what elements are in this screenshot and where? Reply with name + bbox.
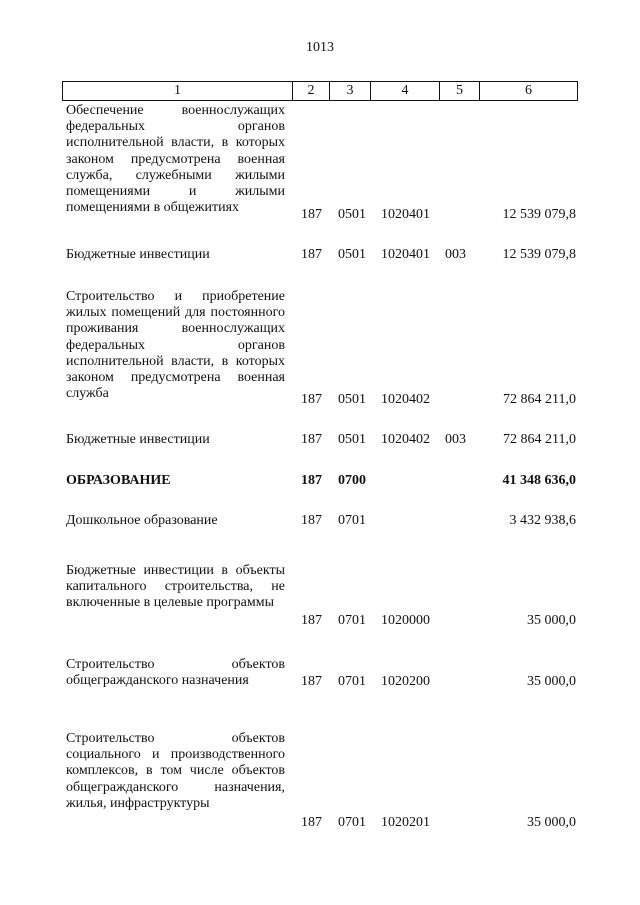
row-col-6: 3 432 938,6 [509, 513, 576, 528]
row-col-6: 12 539 079,8 [502, 247, 576, 262]
header-col-3: 3 [329, 81, 371, 101]
row-col-4: 1020000 [381, 613, 430, 628]
row-col-2: 187 [301, 392, 322, 407]
row-col-3: 0501 [338, 207, 366, 222]
header-col-4: 4 [370, 81, 440, 101]
row-col-3: 0700 [338, 473, 366, 488]
row-col-6: 72 864 211,0 [503, 432, 576, 447]
row-description: Бюджетные инвестиции [66, 432, 210, 447]
row-description: Бюджетные инвестиции в объекты капитального строительства, не включенные в целевые программы [66, 563, 285, 611]
row-col-6: 35 000,0 [527, 815, 576, 830]
row-col-2: 187 [301, 432, 322, 447]
row-description: Строительство и приобретение жилых помещений для постоянного проживания военнослужащих федеральных органов исполнительной власти, в которых законом предусмотрена военная служба [66, 289, 285, 402]
row-col-2: 187 [301, 613, 322, 628]
row-col-6: 72 864 211,0 [503, 392, 576, 407]
row-col-3: 0501 [338, 247, 366, 262]
row-col-4: 1020402 [381, 392, 430, 407]
row-description: Дошкольное образование [66, 513, 218, 528]
row-col-5: 003 [445, 247, 466, 262]
row-col-5: 003 [445, 432, 466, 447]
row-col-6: 41 348 636,0 [502, 473, 576, 488]
row-col-3: 0501 [338, 432, 366, 447]
row-description: Бюджетные инвестиции [66, 247, 210, 262]
row-col-2: 187 [301, 247, 322, 262]
row-col-3: 0701 [338, 674, 366, 689]
row-col-2: 187 [301, 207, 322, 222]
row-col-2: 187 [301, 674, 322, 689]
row-description: Строительство объектов общегражданского назначения [66, 657, 285, 689]
row-col-4: 1020200 [381, 674, 430, 689]
header-col-1: 1 [62, 81, 293, 101]
header-col-2: 2 [292, 81, 330, 101]
row-col-2: 187 [301, 513, 322, 528]
row-description: ОБРАЗОВАНИЕ [66, 473, 171, 488]
row-col-6: 35 000,0 [527, 674, 576, 689]
row-col-3: 0701 [338, 513, 366, 528]
row-col-4: 1020401 [381, 247, 430, 262]
row-description: Строительство объектов социального и производственного комплексов, в том числе объектов общегражданского назначения, жилья, инфраструктуры [66, 731, 285, 811]
row-col-6: 35 000,0 [527, 613, 576, 628]
row-col-4: 1020401 [381, 207, 430, 222]
row-col-6: 12 539 079,8 [502, 207, 576, 222]
row-col-3: 0501 [338, 392, 366, 407]
row-col-4: 1020402 [381, 432, 430, 447]
header-col-6: 6 [479, 81, 578, 101]
row-col-3: 0701 [338, 613, 366, 628]
page-number: 1013 [306, 40, 334, 55]
row-col-2: 187 [301, 473, 322, 488]
header-col-5: 5 [439, 81, 480, 101]
row-col-4: 1020201 [381, 815, 430, 830]
row-col-3: 0701 [338, 815, 366, 830]
row-description: Обеспечение военнослужащих федеральных органов исполнительной власти, в которых законом предусмотрена военная служба, служебными жилыми помещениями и жилыми помещениями в общежитиях [66, 103, 285, 216]
row-col-2: 187 [301, 815, 322, 830]
